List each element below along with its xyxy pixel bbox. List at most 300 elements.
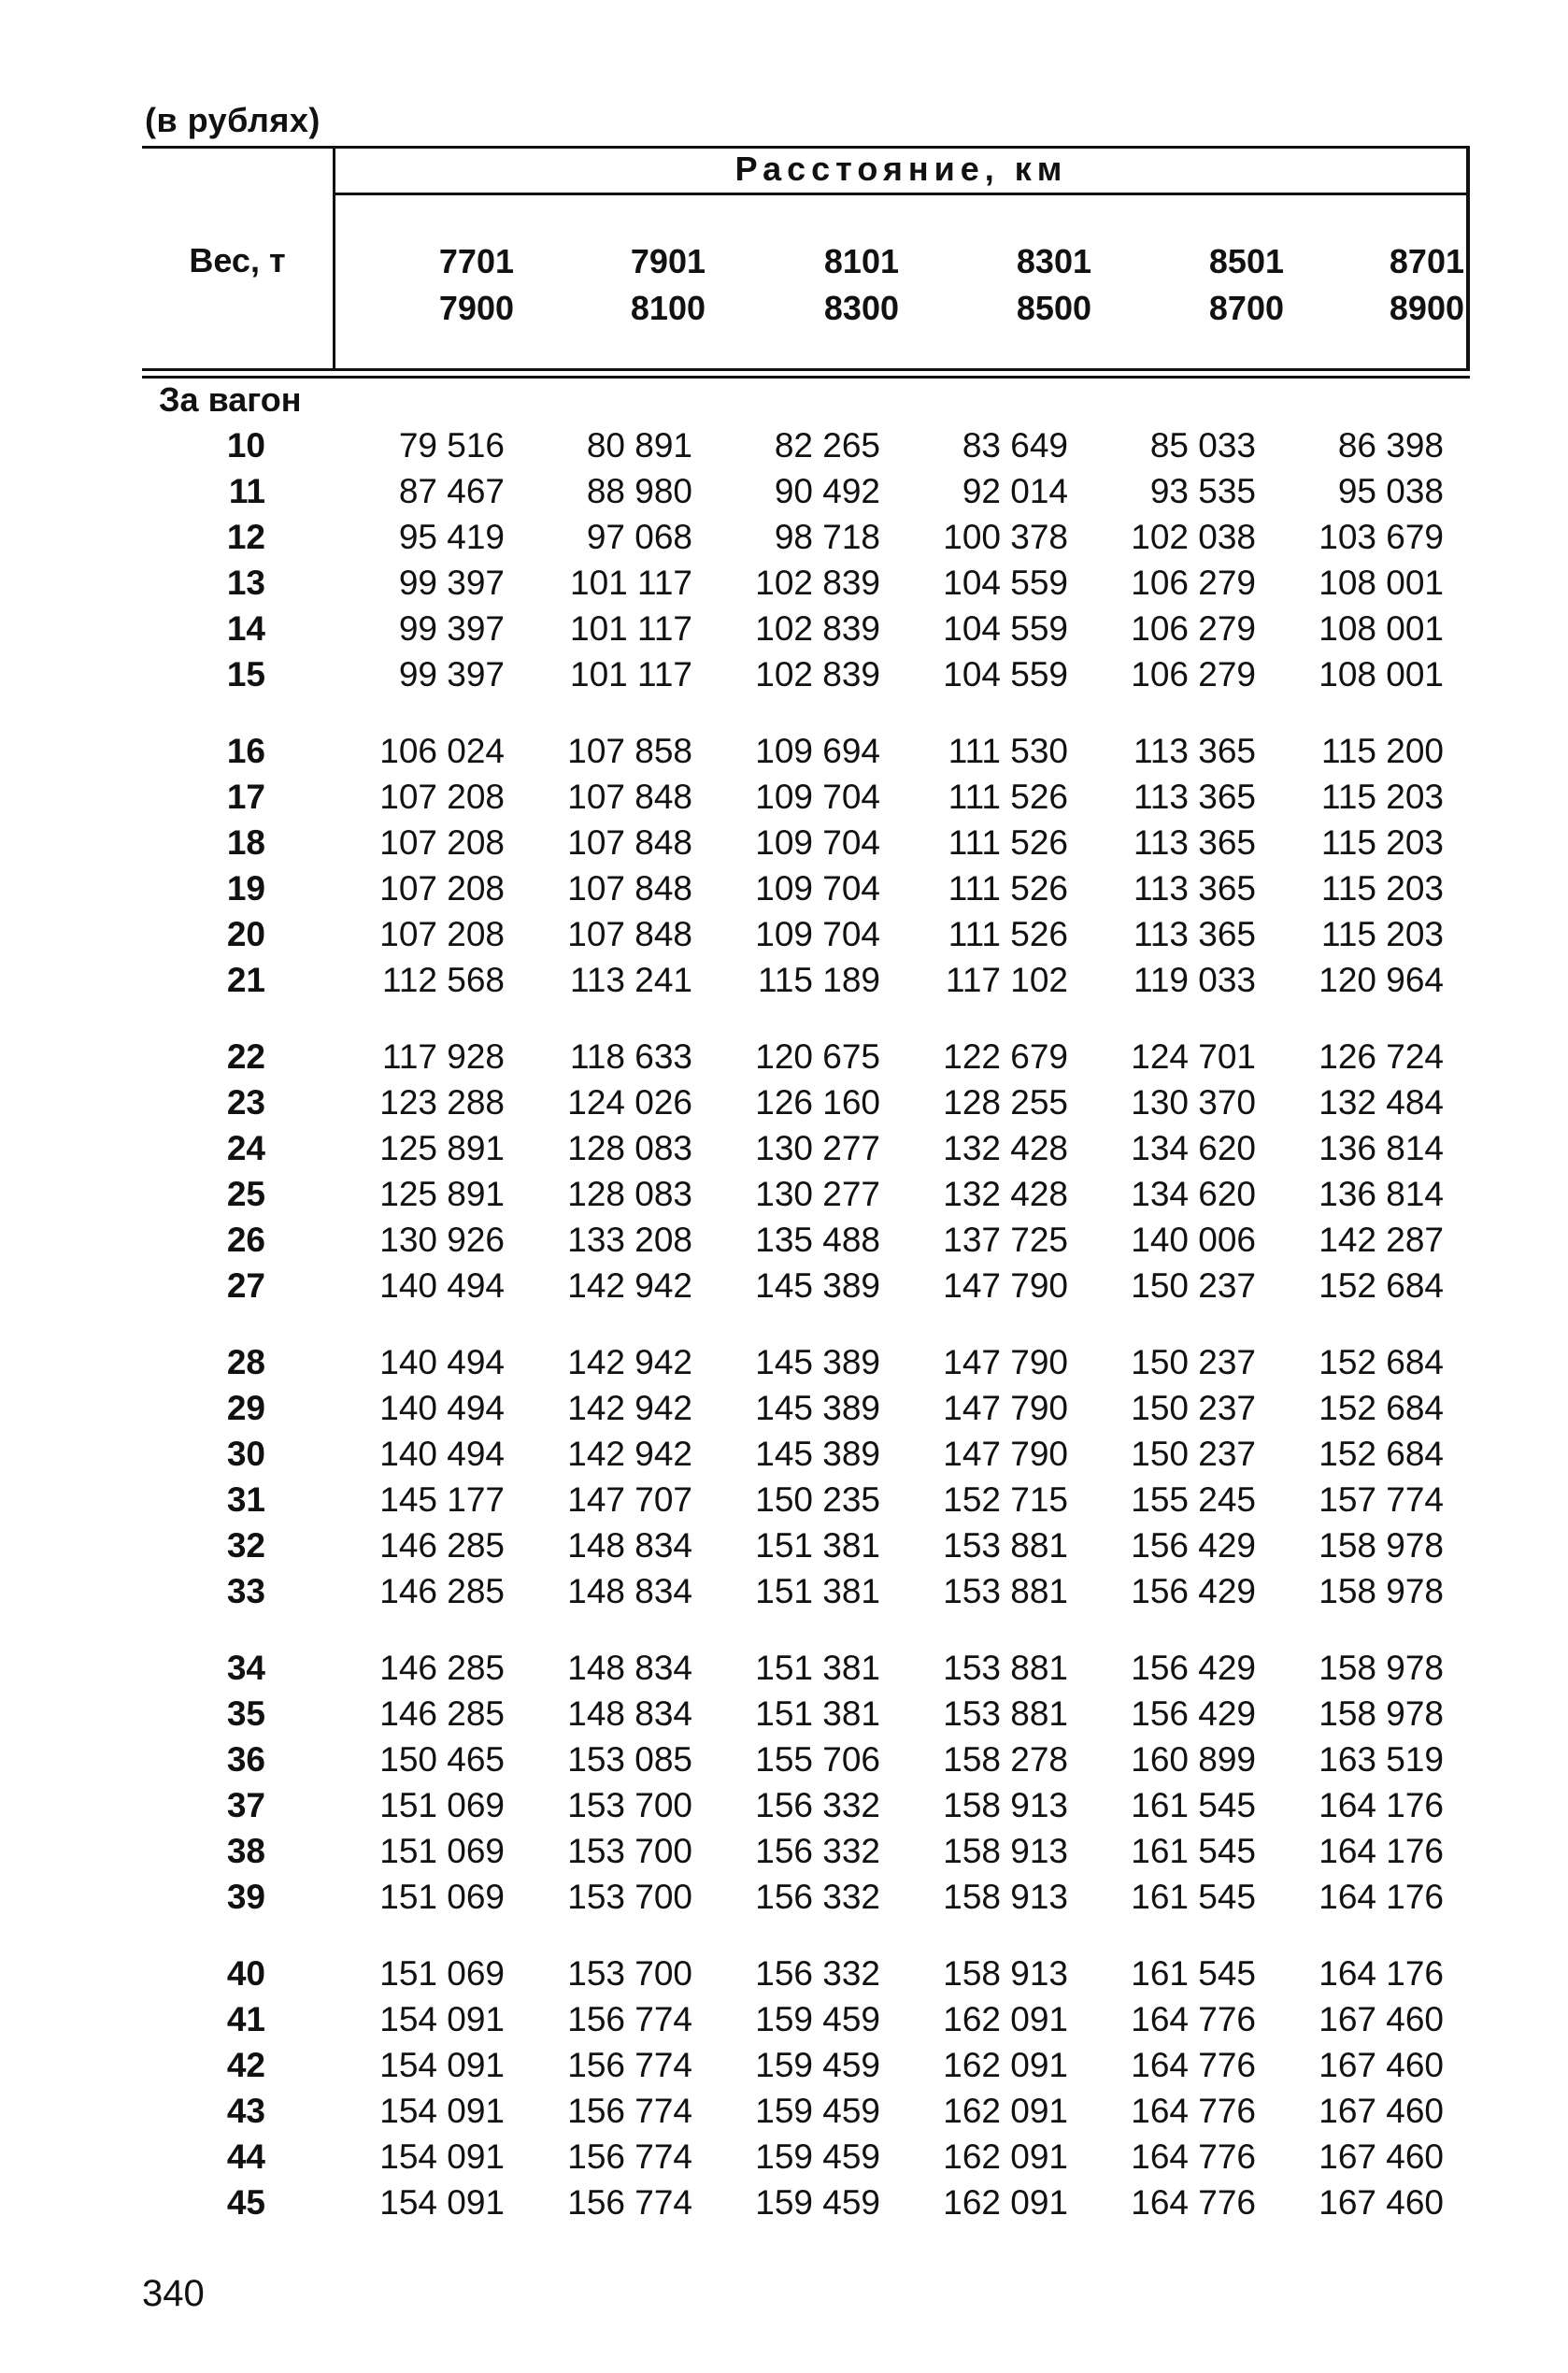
price-cell: 158 913 [943,1953,1068,1993]
price-cell: 167 460 [1319,2091,1444,2130]
weight-cell: 14 [226,608,265,648]
table-row [142,1125,1444,1171]
price-cell: 148 834 [567,1525,692,1565]
price-cell: 107 848 [567,822,692,862]
price-cell: 101 117 [570,563,692,602]
price-cell: 152 684 [1319,1388,1444,1427]
weight-cell: 33 [226,1571,265,1610]
weight-cell: 21 [226,960,265,999]
group-spacer [142,1920,1444,1951]
price-cell: 154 091 [379,2182,505,2222]
price-cell: 162 091 [943,2091,1068,2130]
price-cell: 151 381 [755,1525,880,1565]
weight-cell: 16 [226,731,265,770]
range-from: 7901 [630,242,706,280]
weight-cell: 30 [226,1434,265,1473]
header-bottom-rule-double [142,376,1470,379]
price-cell: 106 024 [379,731,505,770]
price-cell: 167 460 [1319,1999,1444,2038]
price-cell: 115 203 [1321,914,1444,953]
price-cell: 145 389 [755,1265,880,1305]
price-cell: 150 237 [1131,1342,1256,1381]
price-cell: 156 332 [755,1831,880,1870]
table-row [142,728,1444,774]
price-cell: 132 428 [943,1174,1068,1213]
price-cell: 152 684 [1319,1342,1444,1381]
price-cell: 109 704 [755,914,880,953]
price-cell: 159 459 [755,2045,880,2084]
price-cell: 113 365 [1133,777,1256,816]
price-cell: 146 285 [379,1525,505,1565]
price-cell: 107 208 [379,868,505,908]
weight-cell: 20 [226,914,265,953]
price-cell: 155 706 [755,1739,880,1779]
table-row [142,514,1444,560]
weight-cell: 24 [226,1128,265,1167]
price-cell: 92 014 [962,471,1068,510]
table-row [142,2180,1444,2225]
price-cell: 160 899 [1131,1739,1256,1779]
price-cell: 156 332 [755,1877,880,1916]
price-cell: 106 279 [1131,608,1256,648]
price-cell: 162 091 [943,2045,1068,2084]
price-cell: 107 848 [567,868,692,908]
unit-label: (в рублях) [145,101,321,139]
price-cell: 153 881 [943,1525,1068,1565]
price-cell: 151 381 [755,1694,880,1733]
price-cell: 115 203 [1321,777,1444,816]
weight-cell: 15 [226,654,265,693]
price-cell: 113 365 [1133,914,1256,953]
price-cell: 150 237 [1131,1434,1256,1473]
price-cell: 108 001 [1319,608,1444,648]
price-cell: 161 545 [1131,1877,1256,1916]
price-cell: 147 790 [943,1434,1068,1473]
distance-title-rule [333,193,1470,195]
header-bottom-rule [142,368,1470,371]
price-cell: 140 494 [379,1265,505,1305]
table-row [142,1171,1444,1217]
price-cell: 111 526 [948,822,1068,862]
table-row [142,1431,1444,1477]
price-cell: 87 467 [398,471,505,510]
price-cell: 109 704 [755,868,880,908]
price-cell: 164 776 [1131,2182,1256,2222]
price-cell: 167 460 [1319,2045,1444,2084]
price-cell: 163 519 [1319,1739,1444,1779]
table-row [142,1874,1444,1920]
price-cell: 112 568 [382,960,505,999]
price-cell: 107 208 [379,777,505,816]
price-cell: 152 684 [1319,1265,1444,1305]
weight-cell: 38 [226,1831,265,1870]
price-cell: 128 255 [943,1082,1068,1122]
price-cell: 145 389 [755,1342,880,1381]
price-cell: 115 189 [758,960,880,999]
price-cell: 82 265 [774,425,880,465]
table-row [142,1079,1444,1125]
price-cell: 161 545 [1131,1831,1256,1870]
price-cell: 154 091 [379,2137,505,2176]
price-cell: 79 516 [398,425,505,465]
range-from: 8101 [823,242,899,280]
price-cell: 156 429 [1131,1525,1256,1565]
price-cell: 153 700 [567,1877,692,1916]
table-row [142,1034,1444,1079]
price-cell: 109 704 [755,822,880,862]
price-cell: 111 530 [948,731,1068,770]
price-cell: 152 684 [1319,1434,1444,1473]
price-cell: 99 397 [398,654,505,693]
price-cell: 135 488 [755,1220,880,1259]
distance-range-header [1097,238,1284,332]
price-cell: 101 117 [570,608,692,648]
weight-cell: 22 [226,1036,265,1076]
table-row [142,606,1444,651]
price-cell: 103 679 [1319,517,1444,556]
price-cell: 156 774 [567,1999,692,2038]
price-cell: 126 160 [755,1082,880,1122]
price-cell: 158 978 [1319,1525,1444,1565]
table-row [142,1691,1444,1737]
price-cell: 153 700 [567,1785,692,1824]
price-cell: 133 208 [567,1220,692,1259]
price-cell: 137 725 [943,1220,1068,1259]
weight-cell: 35 [226,1694,265,1733]
table-row [142,1951,1444,1996]
price-cell: 102 839 [755,563,880,602]
table-row [142,1263,1444,1308]
table-row [142,957,1444,1003]
section-label: За вагон [159,380,302,419]
price-cell: 104 559 [943,608,1068,648]
price-cell: 158 278 [943,1739,1068,1779]
price-cell: 167 460 [1319,2182,1444,2222]
table-row [142,865,1444,911]
price-cell: 156 429 [1131,1648,1256,1687]
table-row [142,1522,1444,1568]
price-cell: 117 102 [946,960,1068,999]
price-cell: 158 913 [943,1877,1068,1916]
table-row [142,1217,1444,1263]
price-cell: 158 978 [1319,1694,1444,1733]
weight-cell: 41 [226,1999,265,2038]
price-cell: 157 774 [1319,1480,1444,1519]
weight-cell: 25 [226,1174,265,1213]
price-cell: 164 776 [1131,2137,1256,2176]
price-cell: 119 033 [1133,960,1256,999]
price-cell: 111 526 [948,868,1068,908]
price-cell: 156 774 [567,2091,692,2130]
price-cell: 99 397 [398,563,505,602]
price-cell: 164 776 [1131,2045,1256,2084]
price-cell: 162 091 [943,1999,1068,2038]
price-cell: 151 069 [379,1877,505,1916]
table-row [142,560,1444,606]
price-cell: 146 285 [379,1571,505,1610]
price-cell: 159 459 [755,2091,880,2130]
price-cell: 97 068 [586,517,692,556]
price-cell: 111 526 [948,914,1068,953]
price-cell: 134 620 [1131,1174,1256,1213]
price-cell: 113 365 [1133,731,1256,770]
price-cell: 140 494 [379,1388,505,1427]
price-cell: 132 484 [1319,1082,1444,1122]
weight-cell: 31 [226,1480,265,1519]
price-cell: 147 790 [943,1342,1068,1381]
price-cell: 159 459 [755,2182,880,2222]
price-cell: 156 774 [567,2182,692,2222]
price-cell: 128 083 [567,1128,692,1167]
weight-cell: 28 [226,1342,265,1381]
price-cell: 146 285 [379,1648,505,1687]
price-cell: 142 942 [567,1388,692,1427]
price-cell: 80 891 [586,425,692,465]
price-cell: 158 913 [943,1831,1068,1870]
price-cell: 104 559 [943,563,1068,602]
weight-cell: 13 [226,563,265,602]
price-cell: 124 026 [567,1082,692,1122]
price-cell: 106 279 [1131,654,1256,693]
range-from: 8701 [1389,242,1464,280]
price-cell: 120 675 [755,1036,880,1076]
price-cell: 140 494 [379,1434,505,1473]
price-cell: 142 287 [1319,1220,1444,1259]
price-cell: 126 724 [1319,1036,1444,1076]
weight-column-title: Вес, т [189,241,286,279]
price-cell: 158 978 [1319,1648,1444,1687]
table-row [142,422,1444,468]
price-cell: 83 649 [962,425,1068,465]
header-top-rule [142,146,334,149]
price-cell: 100 378 [943,517,1068,556]
price-cell: 154 091 [379,2045,505,2084]
group-spacer [142,1003,1444,1034]
price-cell: 146 285 [379,1694,505,1733]
price-cell: 162 091 [943,2137,1068,2176]
price-cell: 147 790 [943,1388,1068,1427]
distance-range-header [712,238,899,332]
price-cell: 147 707 [567,1480,692,1519]
price-cell: 159 459 [755,2137,880,2176]
price-cell: 120 964 [1319,960,1444,999]
price-cell: 86 398 [1337,425,1444,465]
price-cell: 136 814 [1319,1174,1444,1213]
table-row [142,2042,1444,2088]
price-cell: 153 881 [943,1694,1068,1733]
price-cell: 151 381 [755,1648,880,1687]
price-cell: 98 718 [774,517,880,556]
price-cell: 156 774 [567,2137,692,2176]
price-cell: 158 913 [943,1785,1068,1824]
price-cell: 164 176 [1319,1953,1444,1993]
price-cell: 109 704 [755,777,880,816]
weight-cell: 43 [226,2091,265,2130]
price-cell: 85 033 [1149,425,1256,465]
table-row [142,651,1444,697]
weight-cell: 42 [226,2045,265,2084]
price-cell: 140 494 [379,1342,505,1381]
range-to: 8500 [1016,289,1091,327]
price-cell: 164 776 [1131,2091,1256,2130]
price-cell: 88 980 [586,471,692,510]
range-to: 7900 [438,289,514,327]
table-row [142,1385,1444,1431]
price-cell: 108 001 [1319,563,1444,602]
price-cell: 117 928 [382,1036,505,1076]
price-cell: 115 203 [1321,868,1444,908]
weight-cell: 26 [226,1220,265,1259]
weight-cell: 18 [226,822,265,862]
price-cell: 154 091 [379,1999,505,2038]
price-cell: 151 381 [755,1571,880,1610]
price-cell: 107 848 [567,777,692,816]
weight-cell: 12 [226,517,265,556]
price-cell: 123 288 [379,1082,505,1122]
price-cell: 102 839 [755,608,880,648]
table-row [142,911,1444,957]
price-cell: 122 679 [943,1036,1068,1076]
table-row [142,2088,1444,2134]
price-cell: 115 200 [1321,731,1444,770]
price-cell: 162 091 [943,2182,1068,2222]
weight-cell: 17 [226,777,265,816]
price-cell: 128 083 [567,1174,692,1213]
price-cell: 167 460 [1319,2137,1444,2176]
price-cell: 134 620 [1131,1128,1256,1167]
price-cell: 130 277 [755,1174,880,1213]
price-cell: 159 459 [755,1999,880,2038]
weight-cell: 11 [228,471,265,510]
weight-cell: 37 [226,1785,265,1824]
price-cell: 101 117 [570,654,692,693]
price-cell: 107 858 [567,731,692,770]
price-cell: 102 839 [755,654,880,693]
price-cell: 148 834 [567,1648,692,1687]
price-cell: 161 545 [1131,1953,1256,1993]
price-cell: 154 091 [379,2091,505,2130]
group-spacer [142,697,1444,728]
table-row [142,774,1444,820]
price-cell: 156 332 [755,1785,880,1824]
range-from: 7701 [438,242,514,280]
price-cell: 107 208 [379,822,505,862]
price-cell: 107 848 [567,914,692,953]
price-cell: 156 429 [1131,1571,1256,1610]
price-cell: 156 774 [567,2045,692,2084]
price-cell: 95 419 [398,517,505,556]
weight-cell: 39 [226,1877,265,1916]
distance-title: Расстояние, км [734,150,1068,188]
price-cell: 145 389 [755,1434,880,1473]
price-cell: 158 978 [1319,1571,1444,1610]
price-cell: 153 700 [567,1953,692,1993]
price-cell: 150 235 [755,1480,880,1519]
price-cell: 164 176 [1319,1877,1444,1916]
weight-cell: 36 [226,1739,265,1779]
price-cell: 104 559 [943,654,1068,693]
price-cell: 90 492 [774,471,880,510]
price-cell: 130 370 [1131,1082,1256,1122]
price-cell: 125 891 [379,1174,505,1213]
weight-cell: 44 [226,2137,265,2176]
table-row [142,1477,1444,1522]
price-cell: 155 245 [1131,1480,1256,1519]
table-row [142,1737,1444,1782]
price-cell: 142 942 [567,1265,692,1305]
price-cell: 136 814 [1319,1128,1444,1167]
price-cell: 153 881 [943,1648,1068,1687]
distance-range-header [519,238,706,332]
price-cell: 115 203 [1321,822,1444,862]
price-cell: 108 001 [1319,654,1444,693]
table-row [142,820,1444,865]
weight-cell: 29 [226,1388,265,1427]
price-cell: 107 208 [379,914,505,953]
price-cell: 99 397 [398,608,505,648]
weight-cell: 10 [226,425,265,465]
tariff-table [142,422,1444,2225]
price-cell: 132 428 [943,1128,1068,1167]
price-cell: 148 834 [567,1571,692,1610]
table-row [142,1996,1444,2042]
range-to: 8700 [1208,289,1284,327]
range-to: 8100 [630,289,706,327]
price-cell: 161 545 [1131,1785,1256,1824]
distance-range-header [905,238,1091,332]
price-cell: 113 365 [1133,868,1256,908]
table-row [142,1782,1444,1828]
price-cell: 156 429 [1131,1694,1256,1733]
distance-range-header [327,238,514,332]
price-cell: 151 069 [379,1831,505,1870]
weight-cell: 19 [226,868,265,908]
price-cell: 130 277 [755,1128,880,1167]
price-cell: 145 389 [755,1388,880,1427]
weight-cell: 34 [226,1648,265,1687]
page-number: 340 [142,2273,205,2314]
price-cell: 111 526 [948,777,1068,816]
price-cell: 109 694 [755,731,880,770]
price-cell: 147 790 [943,1265,1068,1305]
price-cell: 142 942 [567,1342,692,1381]
price-cell: 164 176 [1319,1785,1444,1824]
range-to: 8900 [1389,289,1464,327]
price-cell: 113 365 [1133,822,1256,862]
price-cell: 153 881 [943,1571,1068,1610]
weight-cell: 23 [226,1082,265,1122]
price-cell: 164 776 [1131,1999,1256,2038]
price-cell: 145 177 [379,1480,505,1519]
price-cell: 113 241 [570,960,692,999]
table-row [142,1645,1444,1691]
price-cell: 124 701 [1131,1036,1256,1076]
price-cell: 150 237 [1131,1388,1256,1427]
range-from: 8501 [1208,242,1284,280]
price-cell: 140 006 [1131,1220,1256,1259]
range-from: 8301 [1016,242,1091,280]
price-cell: 150 237 [1131,1265,1256,1305]
price-cell: 118 633 [570,1036,692,1076]
price-cell: 125 891 [379,1128,505,1167]
price-cell: 156 332 [755,1953,880,1993]
price-cell: 130 926 [379,1220,505,1259]
table-row [142,1568,1444,1614]
table-row [142,1828,1444,1874]
table-row [142,2134,1444,2180]
price-cell: 102 038 [1131,517,1256,556]
weight-cell: 32 [226,1525,265,1565]
